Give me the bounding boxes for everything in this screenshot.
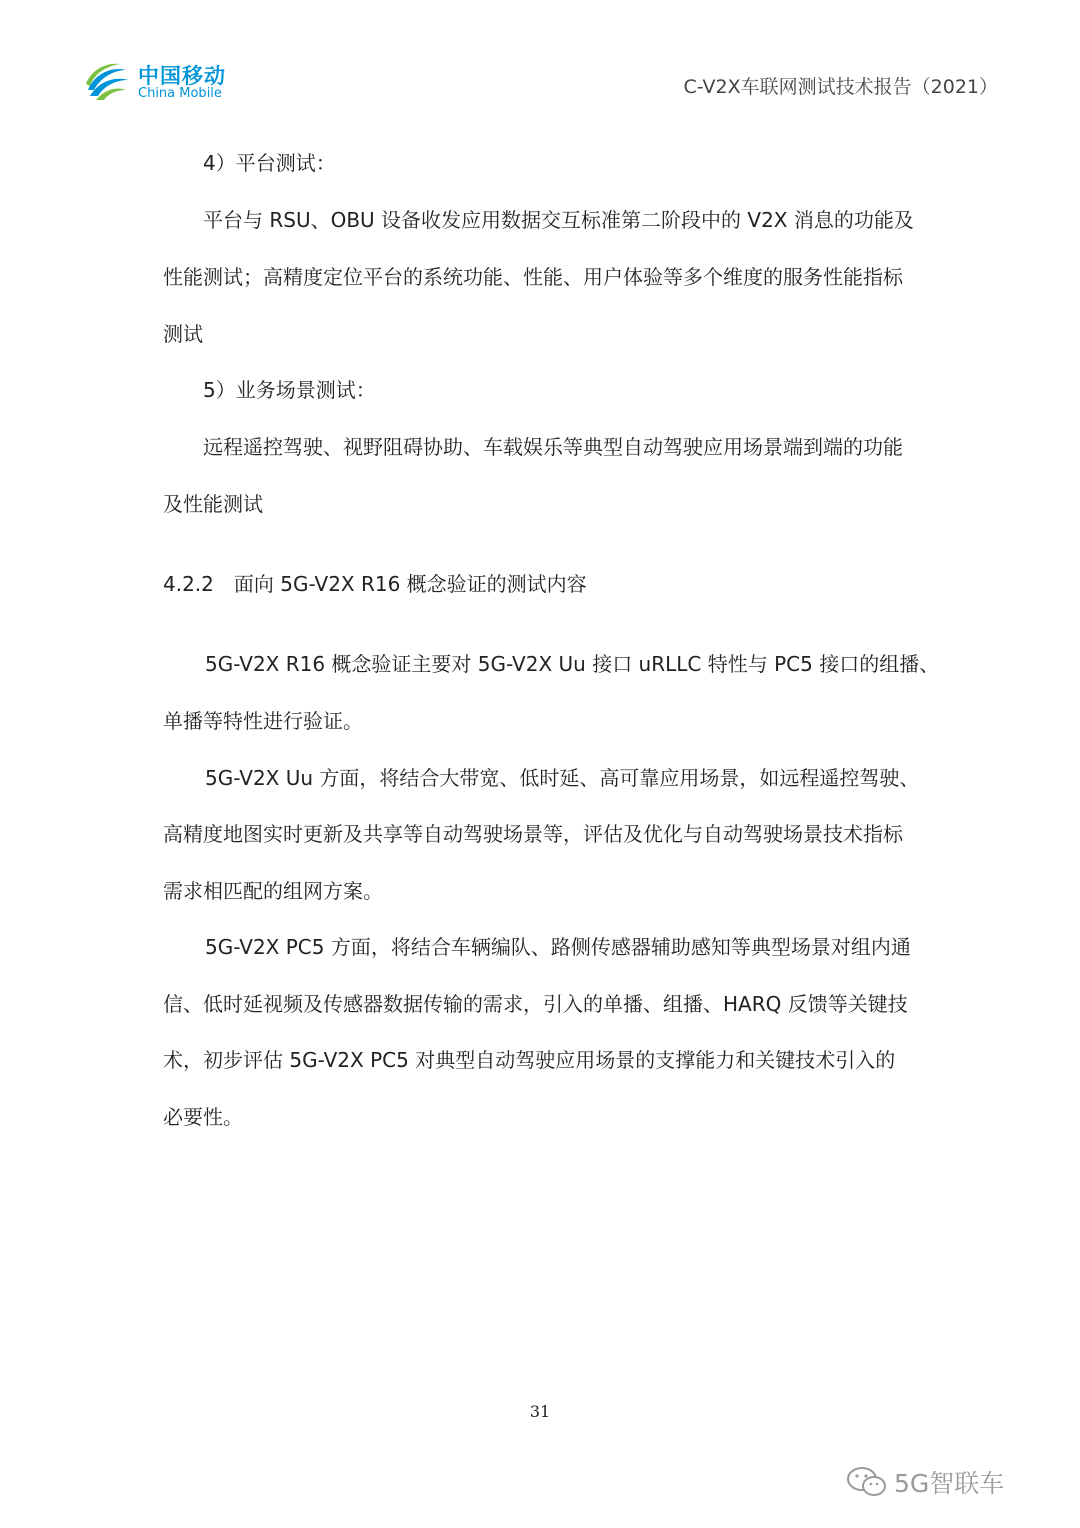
paragraph-line: 远程遥控驾驶、视野阻碍协助、车载娱乐等典型自动驾驶应用场景端到端的功能	[203, 435, 903, 459]
paragraph-line: 术，初步评估 5G-V2X PC5 对典型自动驾驶应用场景的支撑能力和关键技术引入的	[163, 1048, 896, 1072]
paragraph-line: 高精度地图实时更新及共享等自动驾驶场景等，评估及优化与自动驾驶场景技术指标	[163, 822, 903, 846]
logo-english-text: China Mobile	[138, 86, 222, 101]
watermark-text: 5G智联车	[894, 1469, 1005, 1498]
paragraph-line: 单播等特性进行验证。	[163, 709, 363, 733]
paragraph-line: 平台与 RSU、OBU 设备收发应用数据交互标准第二阶段中的 V2X 消息的功能及	[203, 208, 914, 232]
paragraph-line: 5G-V2X PC5 方面，将结合车辆编队、路侧传感器辅助感知等典型场景对组内通	[205, 935, 911, 959]
page-number: 31	[529, 1402, 551, 1421]
platform-test-heading: 4）平台测试：	[203, 151, 336, 175]
paragraph-line: 测试	[163, 322, 203, 346]
report-title: C-V2X车联网测试技术报告（2021）	[683, 76, 998, 98]
watermark	[846, 1462, 1046, 1502]
paragraph-line: 必要性。	[163, 1105, 243, 1129]
paragraph-line: 需求相匹配的组网方案。	[163, 879, 383, 903]
paragraph-line: 性能测试；高精度定位平台的系统功能、性能、用户体验等多个维度的服务性能指标	[163, 265, 903, 289]
paragraph-line: 5G-V2X R16 概念验证主要对 5G-V2X Uu 接口 uRLLC 特性与 PC5 接口的组播、	[205, 652, 940, 676]
scenario-test-heading: 5）业务场景测试：	[203, 378, 376, 402]
wechat-icon	[846, 1466, 888, 1498]
paragraph-line: 及性能测试	[163, 492, 263, 516]
section-heading: 4.2.2 面向 5G-V2X R16 概念验证的测试内容	[163, 572, 587, 596]
paragraph-line: 信、低时延视频及传感器数据传输的需求，引入的单播、组播、HARQ 反馈等关键技	[163, 992, 908, 1016]
china-mobile-logo	[84, 58, 234, 108]
paragraph-line: 5G-V2X Uu 方面，将结合大带宽、低时延、高可靠应用场景，如远程遥控驾驶、	[205, 766, 920, 790]
logo-chinese-text: 中国移动	[138, 64, 226, 88]
china-mobile-logo-icon	[84, 60, 130, 104]
